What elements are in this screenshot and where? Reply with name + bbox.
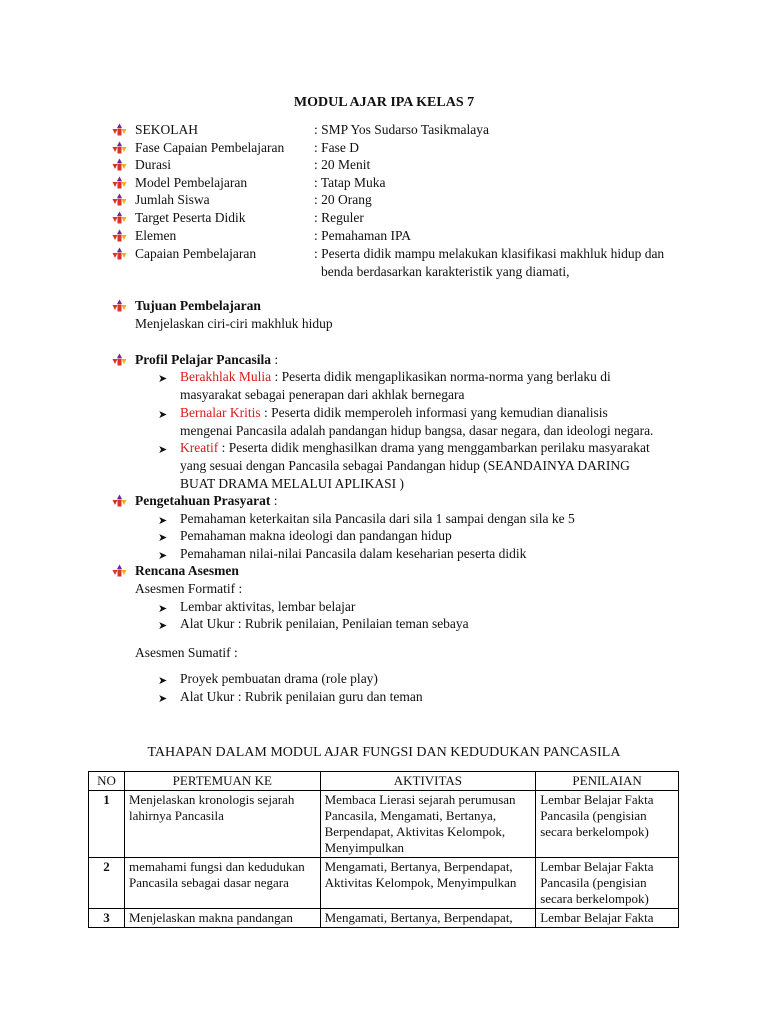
profil-desc-continued: mengenai Pancasila adalah pandangan hidup bangsa, dasar negara, dan ideologi negara. bbox=[180, 423, 654, 438]
tujuan-heading: Tujuan Pembelajaran bbox=[135, 298, 261, 313]
profil-heading: Profil Pelajar Pancasila bbox=[135, 352, 271, 367]
table-row bbox=[89, 909, 679, 928]
bullet-icon bbox=[112, 141, 127, 154]
profil-colon: : bbox=[270, 352, 279, 367]
table-title: TAHAPAN DALAM MODUL AJAR FUNGSI DAN KEDUDUKAN PANCASILA bbox=[147, 745, 621, 760]
header-no: NO bbox=[89, 772, 125, 791]
tujuan-text: Menjelaskan ciri-ciri makhluk hidup bbox=[135, 316, 333, 331]
arrow-bullet-icon: ➤ bbox=[158, 620, 168, 632]
profil-term: Kreatif bbox=[180, 440, 219, 455]
info-label: Target Peserta Didik bbox=[135, 210, 246, 225]
info-value-continued: benda berdasarkan karakteristik yang diamati, bbox=[321, 264, 570, 279]
bullet-icon bbox=[112, 247, 127, 260]
cell-penilaian: Lembar Belajar Fakta Pancasila (pengisian secara berkelompok) bbox=[536, 791, 679, 858]
document-title: MODUL AJAR IPA KELAS 7 bbox=[293, 95, 475, 110]
profil-term: Berakhlak Mulia bbox=[180, 369, 272, 384]
bullet-icon bbox=[112, 353, 127, 366]
profil-desc-continued: yang sesuai dengan Pancasila sebagai Pandangan hidup (SEANDAINYA DARING bbox=[180, 458, 630, 473]
profil-desc: : Peserta didik menghasilkan drama yang menggambarkan perilaku masyarakat bbox=[218, 440, 650, 455]
profil-desc: : Peserta didik mengaplikasikan norma-norma yang berlaku di bbox=[271, 369, 611, 384]
tahapan-table bbox=[88, 771, 679, 928]
cell-pertemuan: Menjelaskan makna pandangan bbox=[124, 909, 320, 928]
info-label: Model Pembelajaran bbox=[135, 175, 248, 190]
cell-aktivitas: Mengamati, Bertanya, Berpendapat, bbox=[320, 909, 536, 928]
table-row bbox=[89, 858, 679, 909]
header-aktivitas: AKTIVITAS bbox=[320, 772, 536, 791]
table-header-row bbox=[89, 772, 679, 791]
arrow-bullet-icon: ➤ bbox=[158, 675, 168, 687]
header-penilaian: PENILAIAN bbox=[536, 772, 679, 791]
bullet-icon bbox=[112, 193, 127, 206]
profil-desc-continued: masyarakat sebagai penerapan dari akhlak bernegara bbox=[180, 387, 465, 402]
info-value: : 20 Menit bbox=[314, 157, 371, 172]
info-value: : SMP Yos Sudarso Tasikmalaya bbox=[314, 122, 489, 137]
cell-no: 2 bbox=[89, 858, 125, 909]
profil-desc: : Peserta didik memperoleh informasi yang kemudian dianalisis bbox=[260, 405, 608, 420]
cell-penilaian: Lembar Belajar Fakta Pancasila (pengisian secara berkelompok) bbox=[536, 858, 679, 909]
info-label: Jumlah Siswa bbox=[135, 192, 210, 207]
arrow-bullet-icon: ➤ bbox=[158, 550, 168, 562]
arrow-bullet-icon: ➤ bbox=[158, 373, 168, 385]
info-label: Elemen bbox=[135, 228, 177, 243]
info-label: Durasi bbox=[135, 157, 171, 172]
info-label: Fase Capaian Pembelajaran bbox=[135, 140, 285, 155]
cell-penilaian: Lembar Belajar Fakta bbox=[536, 909, 679, 928]
prasyarat-heading: Pengetahuan Prasyarat bbox=[135, 493, 271, 508]
asesmen-sumatif-label: Asesmen Sumatif : bbox=[135, 645, 238, 660]
prasyarat-colon: : bbox=[270, 493, 278, 508]
info-label: SEKOLAH bbox=[135, 122, 198, 137]
arrow-bullet-icon: ➤ bbox=[158, 532, 168, 544]
list-item-text: Pemahaman nilai-nilai Pancasila dalam keseharian peserta didik bbox=[180, 546, 527, 561]
bullet-icon bbox=[112, 299, 127, 312]
bullet-icon bbox=[112, 211, 127, 224]
info-label: Capaian Pembelajaran bbox=[135, 246, 257, 261]
info-value: : Peserta didik mampu melakukan klasifikasi makhluk hidup dan bbox=[314, 246, 665, 261]
cell-aktivitas: Membaca Lierasi sejarah perumusan Pancasila, Mengamati, Bertanya, Berpendapat, Aktivitas Kelompok, Menyimpulkan bbox=[320, 791, 536, 858]
bullet-icon bbox=[112, 229, 127, 242]
arrow-bullet-icon: ➤ bbox=[158, 409, 168, 421]
list-item-text: Pemahaman keterkaitan sila Pancasila dari sila 1 sampai dengan sila ke 5 bbox=[180, 511, 575, 526]
arrow-bullet-icon: ➤ bbox=[158, 444, 168, 456]
list-item-text: Proyek pembuatan drama (role play) bbox=[180, 671, 378, 686]
arrow-bullet-icon: ➤ bbox=[158, 693, 168, 705]
header-pertemuan: PERTEMUAN KE bbox=[124, 772, 320, 791]
table-row bbox=[89, 791, 679, 858]
cell-no: 1 bbox=[89, 791, 125, 858]
arrow-bullet-icon: ➤ bbox=[158, 515, 168, 527]
profil-desc-continued: BUAT DRAMA MELALUI APLIKASI ) bbox=[180, 476, 405, 491]
table-body bbox=[89, 791, 679, 928]
list-item-text: Alat Ukur : Rubrik penilaian guru dan teman bbox=[180, 689, 423, 704]
asesmen-formatif-label: Asesmen Formatif : bbox=[135, 581, 243, 596]
info-value: : Tatap Muka bbox=[314, 175, 386, 190]
info-value: : 20 Orang bbox=[314, 192, 372, 207]
info-value: : Reguler bbox=[314, 210, 364, 225]
info-value: : Fase D bbox=[314, 140, 359, 155]
cell-aktivitas: Mengamati, Bertanya, Berpendapat, Aktivitas Kelompok, Menyimpulkan bbox=[320, 858, 536, 909]
bullet-icon bbox=[112, 564, 127, 577]
bullet-icon bbox=[112, 158, 127, 171]
bullet-icon bbox=[112, 176, 127, 189]
cell-pertemuan: Menjelaskan kronologis sejarah lahirnya Pancasila bbox=[124, 791, 320, 858]
asesmen-heading: Rencana Asesmen bbox=[135, 563, 239, 578]
list-item-text: Lembar aktivitas, lembar belajar bbox=[180, 599, 356, 614]
list-item-text: Pemahaman makna ideologi dan pandangan hidup bbox=[180, 528, 452, 543]
profil-term: Bernalar Kritis bbox=[180, 405, 261, 420]
cell-pertemuan: memahami fungsi dan kedudukan Pancasila sebagai dasar negara bbox=[124, 858, 320, 909]
list-item-text: Alat Ukur : Rubrik penilaian, Penilaian teman sebaya bbox=[180, 616, 469, 631]
bullet-icon bbox=[112, 494, 127, 507]
info-value: : Pemahaman IPA bbox=[314, 228, 411, 243]
arrow-bullet-icon: ➤ bbox=[158, 603, 168, 615]
cell-no: 3 bbox=[89, 909, 125, 928]
bullet-icon bbox=[112, 123, 127, 136]
